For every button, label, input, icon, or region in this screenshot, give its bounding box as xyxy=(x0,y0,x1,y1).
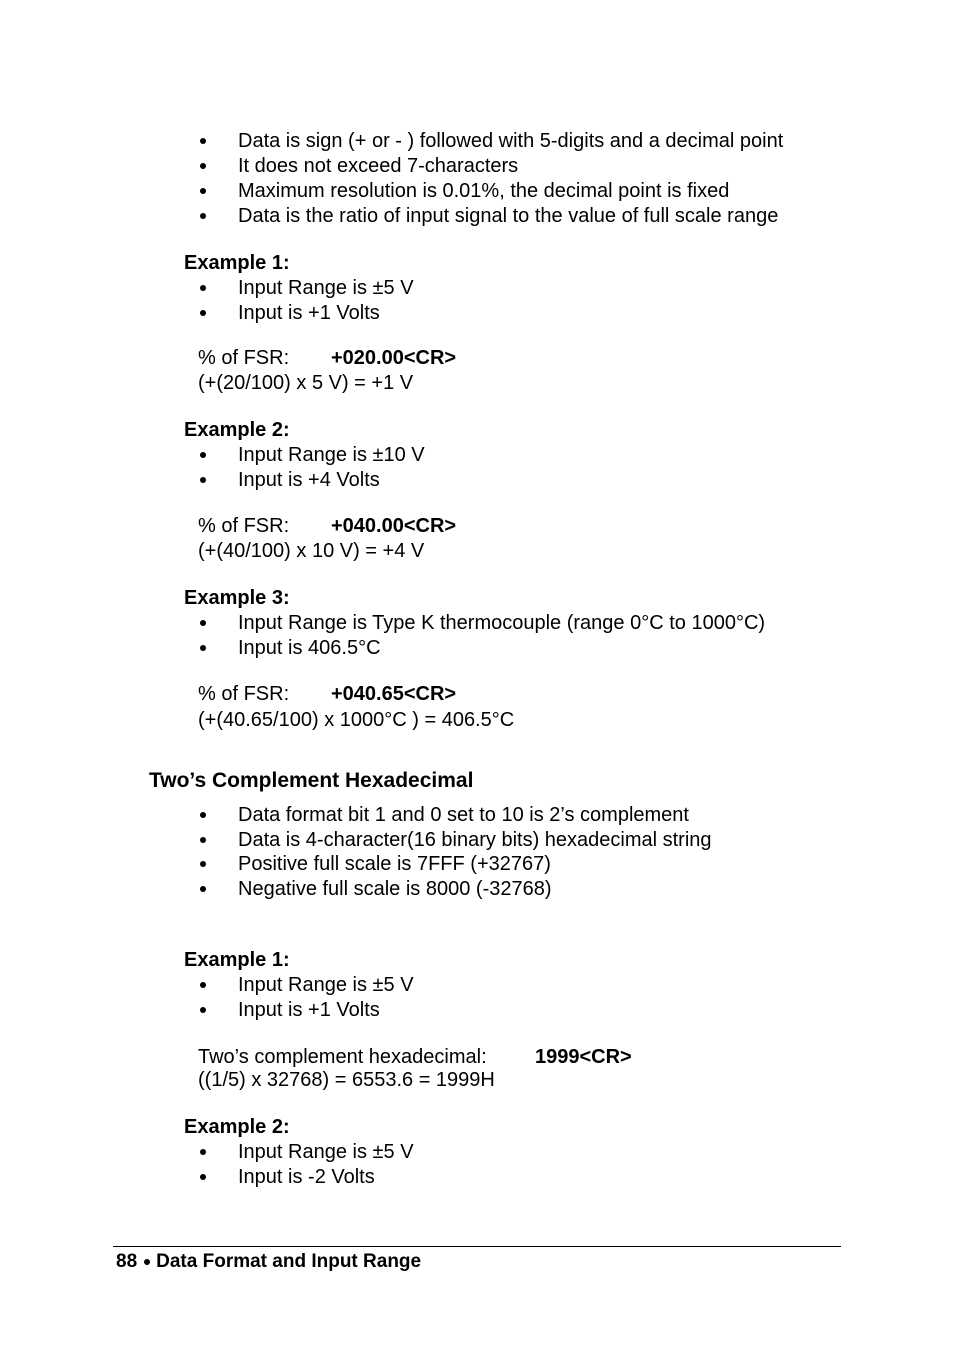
intro-bullet-3: Maximum resolution is 0.01%, the decimal point is fixed xyxy=(238,180,730,202)
bullet-icon xyxy=(200,188,206,194)
intro-bullet-4: Data is the ratio of input signal to the value of full scale range xyxy=(238,205,779,227)
bullet-icon xyxy=(200,1174,206,1180)
fsr-example-2-title: Example 2: xyxy=(184,419,290,441)
fsr-example-2-formula: (+(40/100) x 10 V) = +4 V xyxy=(198,540,425,562)
intro-bullet-1: Data is sign (+ or - ) followed with 5-digits and a decimal point xyxy=(238,130,784,152)
section-heading: Two’s Complement Hexadecimal xyxy=(149,769,474,792)
fsr-example-1-value: +020.00<CR> xyxy=(331,347,457,369)
footer-section-title: Data Format and Input Range xyxy=(156,1251,422,1272)
hex-example-1-title: Example 1: xyxy=(184,949,290,971)
footer-divider xyxy=(113,1246,841,1247)
hex-bullet-1: Data format bit 1 and 0 set to 10 is 2’s complement xyxy=(238,804,689,826)
page-footer xyxy=(116,1250,421,1274)
bullet-icon xyxy=(200,812,206,818)
fsr-example-3-value: +040.65<CR> xyxy=(331,683,457,705)
fsr-example-2-bullet-2: Input is +4 Volts xyxy=(238,469,380,491)
fsr-example-3-label: % of FSR: xyxy=(198,683,290,705)
bullet-icon xyxy=(200,1007,206,1013)
bullet-icon xyxy=(200,477,206,483)
fsr-example-1-bullet-2: Input is +1 Volts xyxy=(238,302,380,324)
bullet-icon xyxy=(200,138,206,144)
hex-example-2-bullet-2: Input is -2 Volts xyxy=(238,1166,375,1188)
fsr-example-1-label: % of FSR: xyxy=(198,347,290,369)
page-number: 88 xyxy=(116,1251,138,1272)
fsr-example-3-title: Example 3: xyxy=(184,587,290,609)
hex-example-1-bullet-1: Input Range is ±5 V xyxy=(238,974,414,996)
bullet-icon xyxy=(200,982,206,988)
hex-example-2-title: Example 2: xyxy=(184,1116,290,1138)
bullet-icon xyxy=(200,837,206,843)
fsr-example-3-bullet-2: Input is 406.5°C xyxy=(238,637,381,659)
hex-example-1-formula: ((1/5) x 32768) = 6553.6 = 1999H xyxy=(198,1069,495,1091)
intro-bullet-2: It does not exceed 7-characters xyxy=(238,155,519,177)
bullet-icon xyxy=(200,1149,206,1155)
fsr-example-2-label: % of FSR: xyxy=(198,515,290,537)
bullet-icon xyxy=(200,163,206,169)
fsr-example-1-bullet-1: Input Range is ±5 V xyxy=(238,277,414,299)
bullet-icon xyxy=(144,1259,150,1265)
bullet-icon xyxy=(200,213,206,219)
fsr-example-3-formula: (+(40.65/100) x 1000°C ) = 406.5°C xyxy=(198,709,515,731)
fsr-example-1-title: Example 1: xyxy=(184,252,290,274)
bullet-icon xyxy=(200,861,206,867)
hex-bullet-2: Data is 4-character(16 binary bits) hexadecimal string xyxy=(238,829,712,851)
hex-example-1-value: 1999<CR> xyxy=(535,1046,632,1068)
hex-bullet-3: Positive full scale is 7FFF (+32767) xyxy=(238,853,551,875)
bullet-icon xyxy=(200,620,206,626)
bullet-icon xyxy=(200,886,206,892)
fsr-example-1-formula: (+(20/100) x 5 V) = +1 V xyxy=(198,372,414,394)
bullet-icon xyxy=(200,285,206,291)
bullet-icon xyxy=(200,452,206,458)
fsr-example-2-bullet-1: Input Range is ±10 V xyxy=(238,444,425,466)
hex-bullet-4: Negative full scale is 8000 (-32768) xyxy=(238,878,552,900)
hex-example-1-bullet-2: Input is +1 Volts xyxy=(238,999,380,1021)
bullet-icon xyxy=(200,645,206,651)
hex-example-1-label: Two’s complement hexadecimal: xyxy=(198,1046,487,1068)
bullet-icon xyxy=(200,310,206,316)
fsr-example-3-bullet-1: Input Range is Type K thermocouple (range 0°C to 1000°C) xyxy=(238,612,766,634)
hex-example-2-bullet-1: Input Range is ±5 V xyxy=(238,1141,414,1163)
fsr-example-2-value: +040.00<CR> xyxy=(331,515,457,537)
